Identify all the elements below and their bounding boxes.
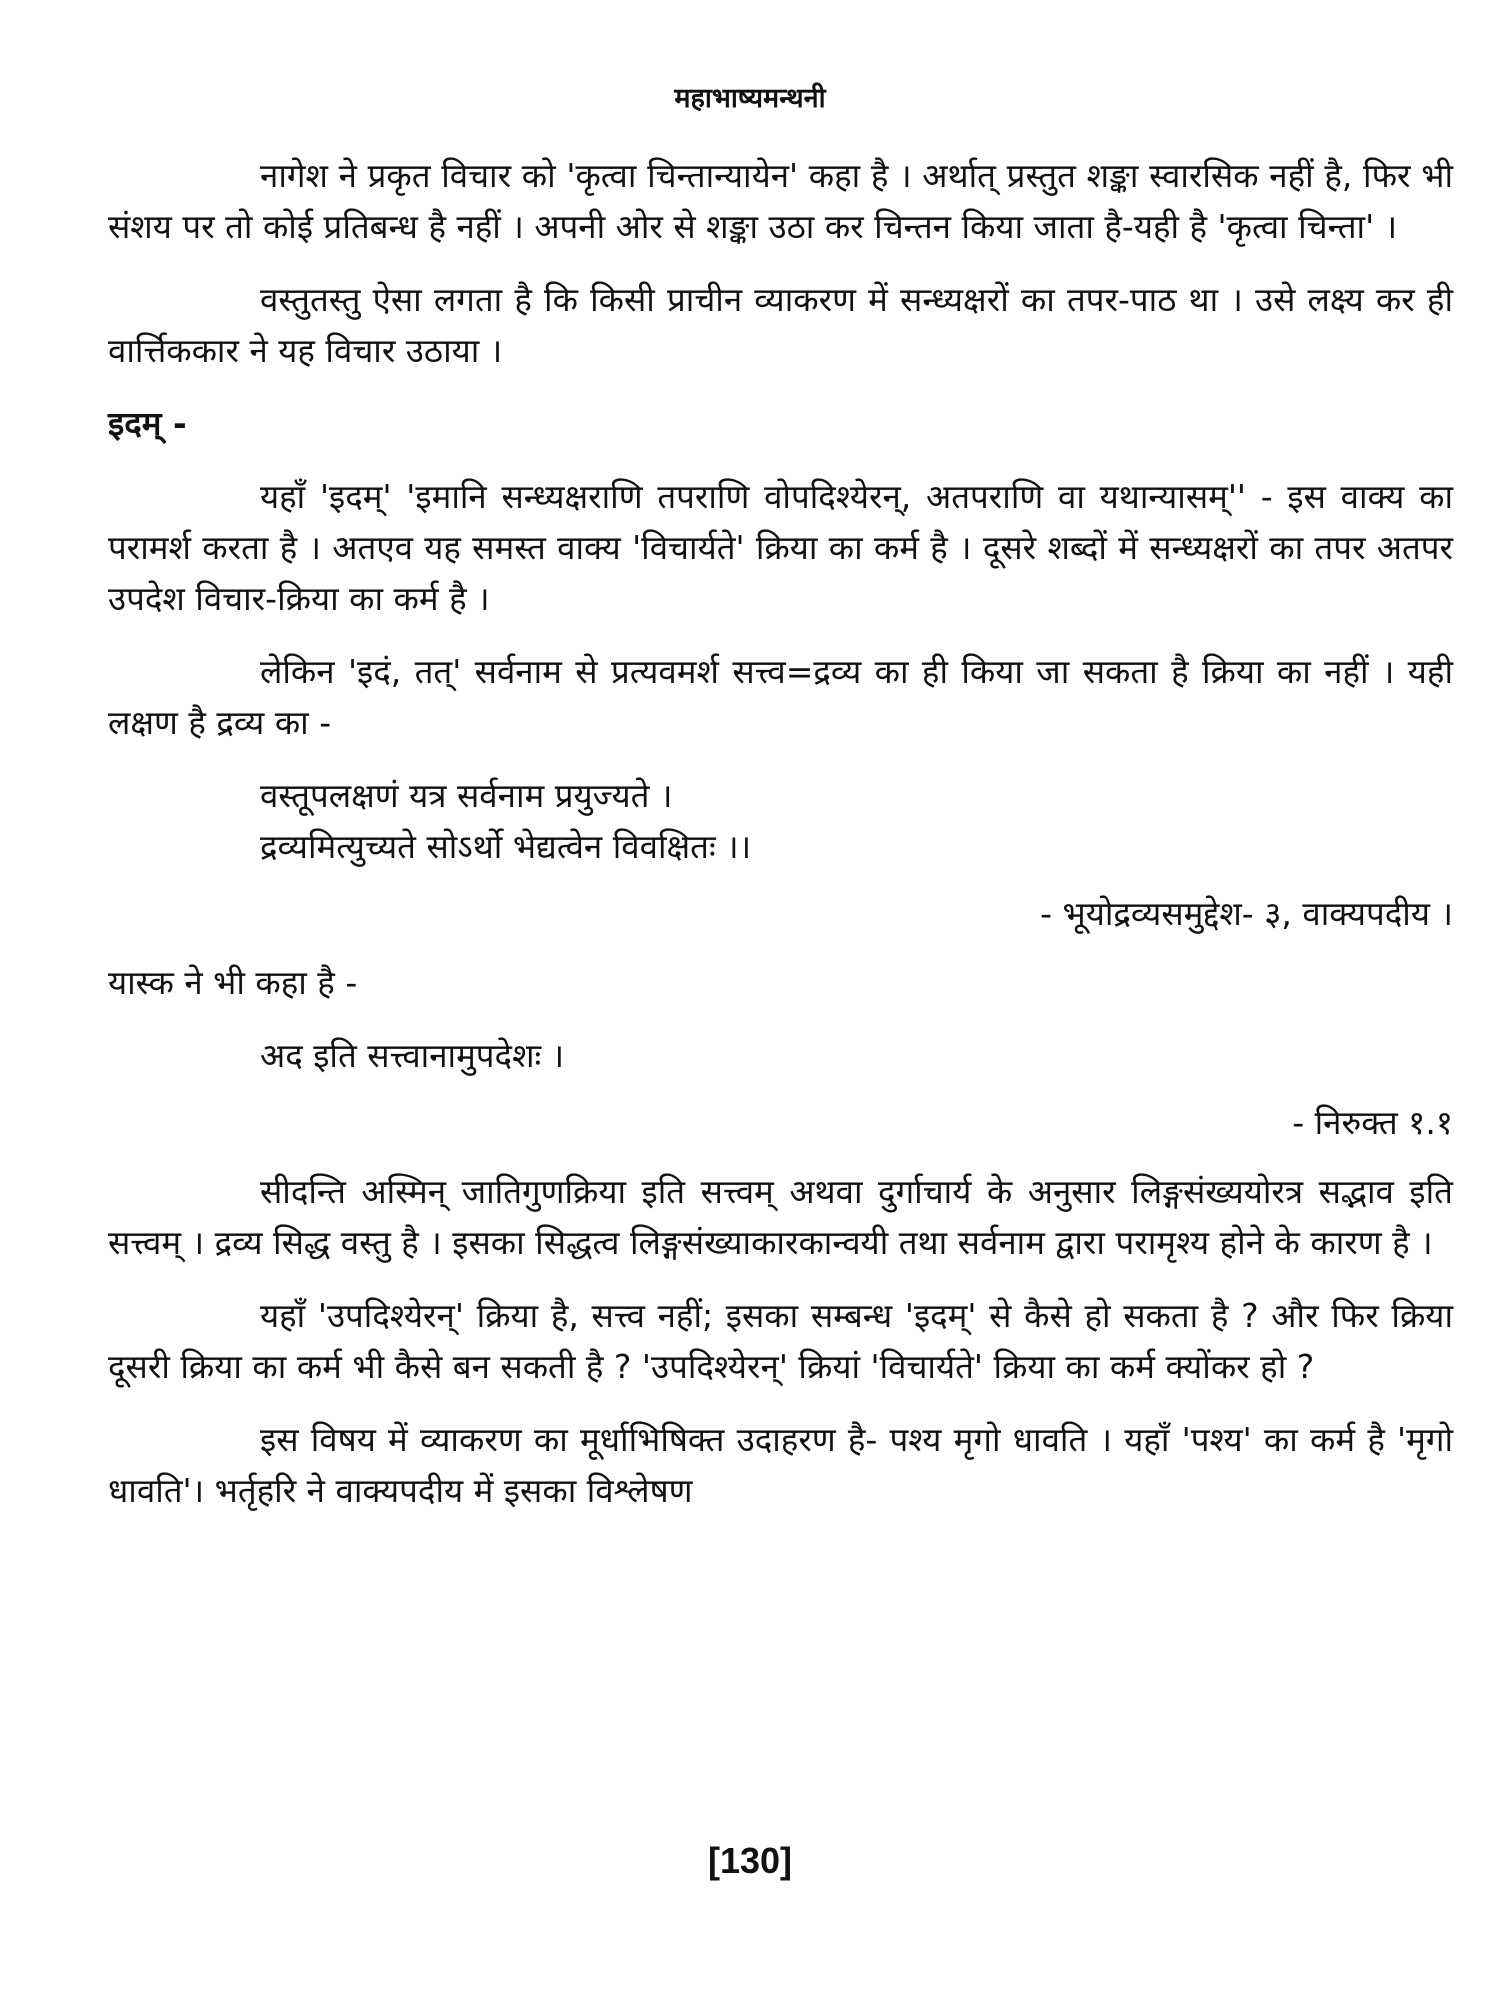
paragraph-pashya-example: इस विषय में व्याकरण का मूर्धाभिषिक्त उदाहरण है- पश्य मृगो धावति । यहाँ 'पश्य' का कर्म है 'मृगो धावति'। भर्तृहरि ने वाक्यपदीय में इसका विश्लेषण bbox=[108, 1420, 1453, 1510]
paragraph-vastutastu: वस्तुतस्तु ऐसा लगता है कि किसी प्राचीन व्याकरण में सन्ध्यक्षरों का तपर-पाठ था । उसे लक्ष्य कर ही वार्त्तिककार ने यह विचार उठाया । bbox=[108, 280, 1453, 370]
paragraph-upadishyeran: यहाँ 'उपदिश्येरन्' क्रिया है, सत्त्व नहीं; इसका सम्बन्ध 'इदम्' से कैसे हो सकता है ? और फिर क्रिया दूसरी क्रिया का कर्म भी कैसे बन सकती है ? 'उपदिश्येरन्' क्रियां 'विचार्यते' क्रिया का कर्म क्योंकर हो ? bbox=[108, 1296, 1453, 1386]
section-heading-idam: इदम् - bbox=[108, 404, 187, 443]
paragraph-nagesh: नागेश ने प्रकृत विचार को 'कृत्वा चिन्तान्यायेन' कहा है । अर्थात् प्रस्तुत शङ्का स्वारसिक नहीं है, फिर भी संशय पर तो कोई प्रतिबन्ध है नहीं । अपनी ओर से शङ्का उठा कर चिन्तन किया जाता है-यही है 'कृत्वा चिन्ता' । bbox=[108, 156, 1453, 246]
running-head: महाभाष्यमन्थनी bbox=[674, 83, 826, 114]
paragraph-sattva-definition: सीदन्ति अस्मिन् जातिगुणक्रिया इति सत्त्वम् अथवा दुर्गाचार्य के अनुसार लिङ्गसंख्ययोरत्र सद्भाव इति सत्त्वम् । द्रव्य सिद्ध वस्तु है । इसका सिद्धत्व लिङ्गसंख्याकारकान्वयी तथा सर्वनाम द्वारा परामृश्य होने के कारण है । bbox=[108, 1172, 1453, 1262]
page-number: [130] bbox=[707, 1840, 793, 1881]
citation-nirukta: - निरुक्त १.१ bbox=[1292, 1103, 1453, 1142]
paragraph-sarvanama: लेकिन 'इदं, तत्' सर्वनाम से प्रत्यवमर्श सत्त्व=द्रव्य का ही किया जा सकता है क्रिया का नहीं । यही लक्षण है द्रव्य का - bbox=[108, 652, 1453, 742]
verse-quote-nirukta: अद इति सत्त्वानामुपदेशः । bbox=[260, 1036, 565, 1075]
verse-quote-vakyapadiya bbox=[108, 770, 1453, 872]
citation-vakyapadiya: - भूयोद्रव्यसमुद्देश- ३, वाक्यपदीय । bbox=[1040, 894, 1453, 933]
paragraph-idam-explanation: यहाँ 'इदम्' 'इमानि सन्ध्यक्षराणि तपराणि वोपदिश्येरन्, अतपराणि वा यथान्यासम्'' - इस वाक्य का परामर्श करता है । अतएव यह समस्त वाक्य 'विचार्यते' क्रिया का कर्म है । दूसरे शब्दों में सन्ध्यक्षरों का तपर अतपर उपदेश विचार-क्रिया का कर्म है । bbox=[108, 477, 1453, 618]
page-body bbox=[108, 150, 1453, 1538]
verse-line-1: वस्तूपलक्षणं यत्र सर्वनाम प्रयुज्यते । bbox=[260, 776, 673, 815]
paragraph-yaska-intro: यास्क ने भी कहा है - bbox=[108, 963, 358, 1002]
verse-line-2: द्रव्यमित्युच्यते सोऽर्थो भेद्यत्वेन विवक्षितः ।। bbox=[260, 827, 752, 866]
